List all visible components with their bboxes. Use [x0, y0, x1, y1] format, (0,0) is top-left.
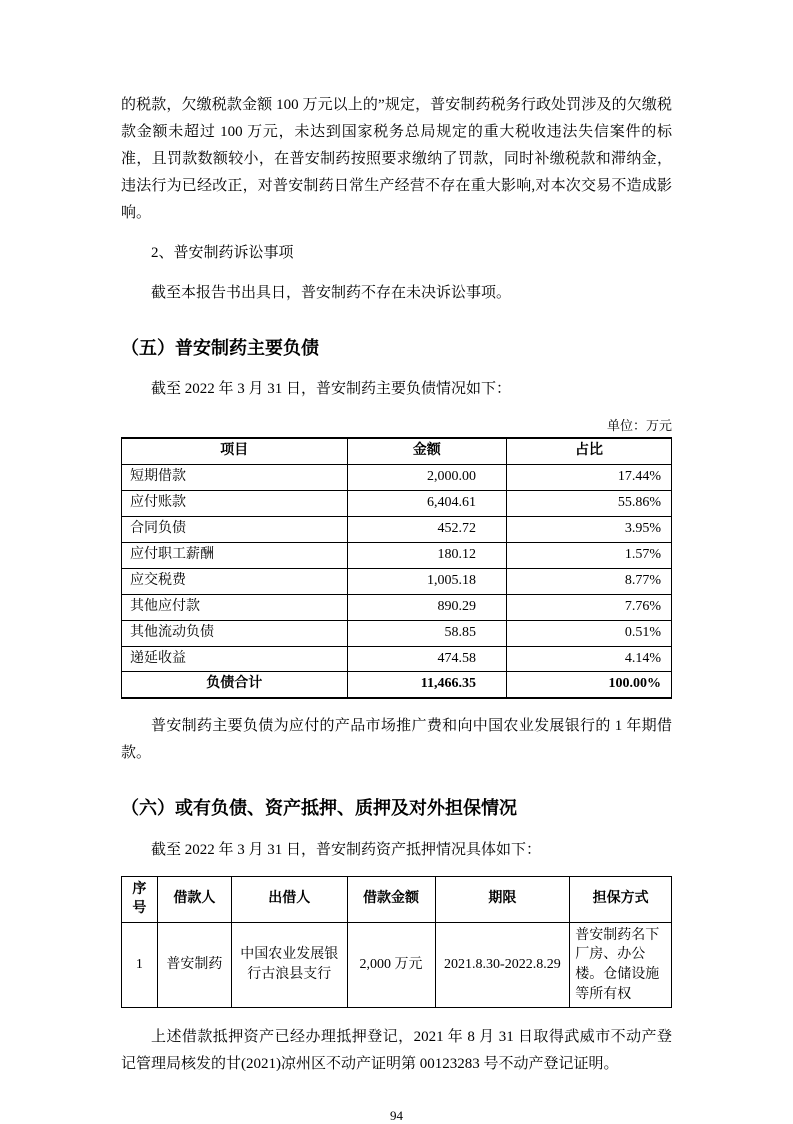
table-cell-amount: 58.85	[347, 620, 507, 646]
table-cell-amount: 6,404.61	[347, 491, 507, 517]
section5-note: 普安制药主要负债为应付的产品市场推广费和向中国农业发展银行的 1 年期借款。	[121, 718, 672, 762]
litigation-paragraph: 截至本报告书出具日，普安制药不存在未决诉讼事项。	[151, 285, 512, 301]
column-header-term: 期限	[435, 876, 570, 922]
table-cell-item: 其他流动负债	[122, 620, 348, 646]
column-header-lender: 出借人	[232, 876, 348, 922]
table-cell-item: 递延收益	[122, 646, 348, 672]
liabilities-table	[121, 437, 672, 699]
column-header-ratio: 占比	[507, 438, 672, 464]
table-cell-total-ratio: 100.00%	[507, 672, 672, 698]
table-cell-total-amount: 11,466.35	[347, 672, 507, 698]
section6-heading: （六）或有负债、资产抵押、质押及对外担保情况	[121, 798, 517, 819]
table-row	[122, 922, 672, 1007]
table-row	[122, 465, 672, 491]
table-cell-amount: 180.12	[347, 542, 507, 568]
table-cell-guarantee: 普安制药名下厂房、办公楼。仓储设施等所有权	[570, 922, 672, 1007]
table-row	[122, 491, 672, 517]
column-header-item: 项目	[122, 438, 348, 464]
section6-intro: 截至 2022 年 3 月 31 日，普安制药资产抵押情况具体如下：	[151, 841, 542, 858]
table-cell-item: 应交税费	[122, 568, 348, 594]
table-cell-item: 短期借款	[122, 465, 348, 491]
table-cell-borrower: 普安制药	[157, 922, 231, 1007]
mortgage-table	[121, 876, 672, 1009]
table-cell-ratio: 4.14%	[507, 646, 672, 672]
table-total-row	[122, 672, 672, 698]
page-number: 94	[390, 1108, 403, 1124]
table-header-row	[122, 876, 672, 922]
table-cell-term: 2021.8.30-2022.8.29	[435, 922, 570, 1007]
section5-intro: 截至 2022 年 3 月 31 日，普安制药主要负债情况如下：	[151, 381, 512, 398]
table-cell-item: 其他应付款	[122, 594, 348, 620]
table-cell-ratio: 1.57%	[507, 542, 672, 568]
table-cell-lender: 中国农业发展银行古浪县支行	[232, 922, 348, 1007]
column-header-loan-amount: 借款金额	[347, 876, 435, 922]
table-cell-index: 1	[122, 922, 158, 1007]
table-cell-ratio: 17.44%	[507, 465, 672, 491]
unit-label: 单位：万元	[606, 418, 672, 434]
column-header-index: 序号	[122, 876, 158, 922]
table-row	[122, 620, 672, 646]
table-cell-amount: 474.58	[347, 646, 507, 672]
table-row	[122, 594, 672, 620]
column-header-guarantee: 担保方式	[570, 876, 672, 922]
table-cell-item: 应付职工薪酬	[122, 542, 348, 568]
table-cell-item: 合同负债	[122, 517, 348, 543]
table-cell-amount: 890.29	[347, 594, 507, 620]
table-header-row	[122, 438, 672, 464]
table-cell-ratio: 8.77%	[507, 568, 672, 594]
table-cell-amount: 2,000.00	[347, 465, 507, 491]
table-cell-item: 应付账款	[122, 491, 348, 517]
section6-note: 上述借款抵押资产已经办理抵押登记，2021 年 8 月 31 日取得武威市不动产登记管理局核发的甘(2021)凉州区不动产证明第 00123283 号不动产登记证明。	[121, 1029, 672, 1073]
table-cell-amount: 452.72	[347, 517, 507, 543]
table-row	[122, 646, 672, 672]
table-cell-ratio: 7.76%	[507, 594, 672, 620]
table-cell-ratio: 0.51%	[507, 620, 672, 646]
table-row	[122, 517, 672, 543]
litigation-subheading: 2、普安制药诉讼事项	[151, 245, 294, 261]
table-row	[122, 568, 672, 594]
column-header-amount: 金额	[347, 438, 507, 464]
paragraph-tax-continuation: 的税款，欠缴税款金额 100 万元以上的”规定，普安制药税务行政处罚涉及的欠缴税款金额未超过 100 万元，未达到国家税务总局规定的重大税收违法失信案件的标准，且罚款数额较小，在普安制药按照要求缴纳了罚款，同时补缴税款和滞纳金，违法行为已经改正，对普安制药日常生产经营不存在重大影响,对本次交易不造成影响。	[121, 97, 672, 221]
column-header-borrower: 借款人	[157, 876, 231, 922]
table-cell-loan-amount: 2,000 万元	[347, 922, 435, 1007]
table-cell-total-label: 负债合计	[122, 672, 348, 698]
table-row	[122, 542, 672, 568]
section5-heading: （五）普安制药主要负债	[121, 338, 319, 358]
table-cell-ratio: 55.86%	[507, 491, 672, 517]
table-cell-ratio: 3.95%	[507, 517, 672, 543]
table-cell-amount: 1,005.18	[347, 568, 507, 594]
